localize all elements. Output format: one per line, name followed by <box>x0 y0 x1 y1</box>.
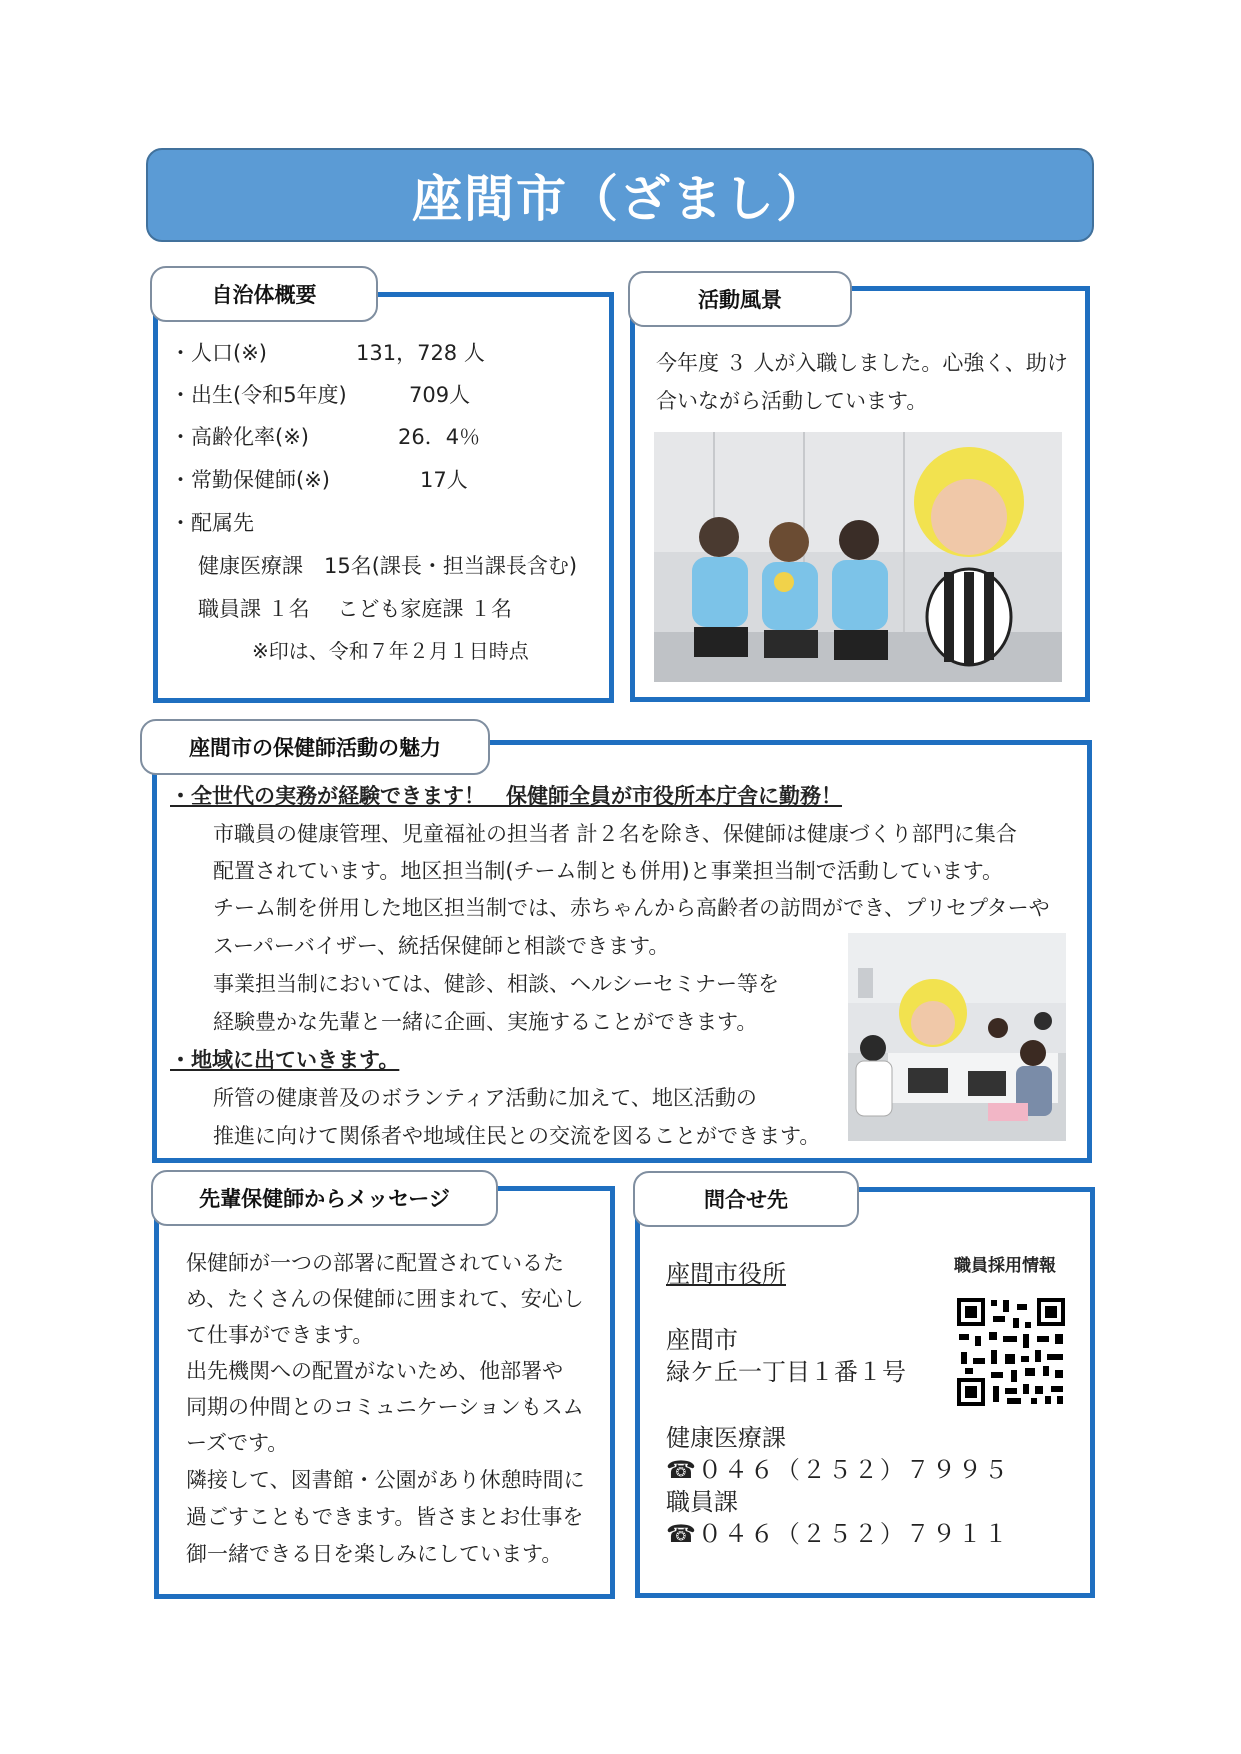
overview-note: ※印は、令和７年２月１日時点 <box>252 639 529 663</box>
office-name[interactable]: 座間市役所 <box>666 1260 786 1288</box>
message-line-8: 過ごすこともできます。皆さまとお仕事を <box>186 1505 584 1529</box>
dept-line-2: 職員課 １名 こども家庭課 １名 <box>198 597 513 621</box>
message-line-6: ーズです。 <box>186 1431 289 1455</box>
page-header <box>146 148 1094 242</box>
contact-dept-2: 職員課 <box>666 1488 738 1516</box>
dept-line-1: 健康医療課 15名(課長・担当課長含む) <box>198 554 578 578</box>
appeal-text-2: 配置されています。地区担当制(チーム制とも併用)と事業担当制で活動しています。 <box>213 859 1004 883</box>
appeal-text-3: チーム制を併用した地区担当制では、赤ちゃんから高齢者の訪問ができ、プリセプターや <box>213 896 1050 920</box>
births-label: ・出生(令和5年度) <box>170 383 347 407</box>
births-value: 709人 <box>409 383 471 407</box>
appeal-text-7: 所管の健康普及のボランティア活動に加えて、地区活動の <box>213 1086 757 1110</box>
contact-phone-1[interactable]: ☎０４６（２５２）７９９５ <box>666 1456 1010 1484</box>
page-title: 座間市（ざまし） <box>412 170 828 228</box>
appeal-text-6: 経験豊かな先輩と一緒に企画、実施することができます。 <box>213 1010 758 1034</box>
message-line-1: 保健師が一つの部署に配置されているた <box>186 1251 564 1275</box>
population-label: ・人口(※) <box>170 341 267 365</box>
contact-dept-1: 健康医療課 <box>666 1424 786 1452</box>
activity-line-2: 合いながら活動しています。 <box>656 389 928 413</box>
dept-label: ・配属先 <box>170 511 254 535</box>
message-line-5: 同期の仲間とのコミュニケーションもスム <box>186 1395 584 1419</box>
appeal-text-8: 推進に向けて関係者や地域住民との交流を図ることができます。 <box>213 1124 821 1148</box>
message-line-3: て仕事ができます。 <box>186 1323 374 1347</box>
nurses-value: 17人 <box>420 468 468 492</box>
appeal-tab: 座間市の保健師活動の魅力 <box>140 719 490 775</box>
appeal-heading-1: ・全世代の実務が経験できます！ 保健師全員が市役所本庁舎に勤務！ <box>170 784 842 808</box>
overview-tab: 自治体概要 <box>150 266 378 322</box>
contact-address: 緑ケ丘一丁目１番１号 <box>666 1358 906 1386</box>
contact-city: 座間市 <box>666 1326 738 1354</box>
recruit-label: 職員採用情報 <box>954 1256 1056 1276</box>
aging-label: ・高齢化率(※) <box>170 425 309 449</box>
appeal-heading-2: ・地域に出ていきます。 <box>170 1048 400 1072</box>
qr-code[interactable] <box>955 1296 1067 1408</box>
appeal-text-4: スーパーバイザー、統括保健師と相談できます。 <box>213 934 670 958</box>
activity-photo <box>654 432 1062 682</box>
contact-tab: 問合せ先 <box>633 1171 859 1227</box>
nurses-label: ・常勤保健師(※) <box>170 468 330 492</box>
aging-value: 26．4％ <box>398 425 481 449</box>
meeting-photo <box>848 933 1066 1141</box>
message-line-4: 出先機関への配置がないため、他部署や <box>186 1359 564 1383</box>
message-line-9: 御一緒できる日を楽しみにしています。 <box>186 1542 563 1566</box>
activity-tab: 活動風景 <box>628 271 852 327</box>
population-value: 131，728 人 <box>356 341 485 365</box>
message-line-7: 隣接して、図書館・公園があり休憩時間に <box>186 1468 585 1492</box>
message-tab: 先輩保健師からメッセージ <box>151 1170 498 1226</box>
activity-line-1: 今年度 ３ 人が入職しました。心強く、助け <box>656 351 1068 375</box>
appeal-text-5: 事業担当制においては、健診、相談、ヘルシーセミナー等を <box>213 972 780 996</box>
appeal-text-1: 市職員の健康管理、児童福祉の担当者 計２名を除き、保健師は健康づくり部門に集合 <box>213 822 1017 846</box>
message-line-2: め、たくさんの保健師に囲まれて、安心し <box>186 1287 584 1311</box>
contact-phone-2[interactable]: ☎０４６（２５２）７９１１ <box>666 1520 1010 1548</box>
